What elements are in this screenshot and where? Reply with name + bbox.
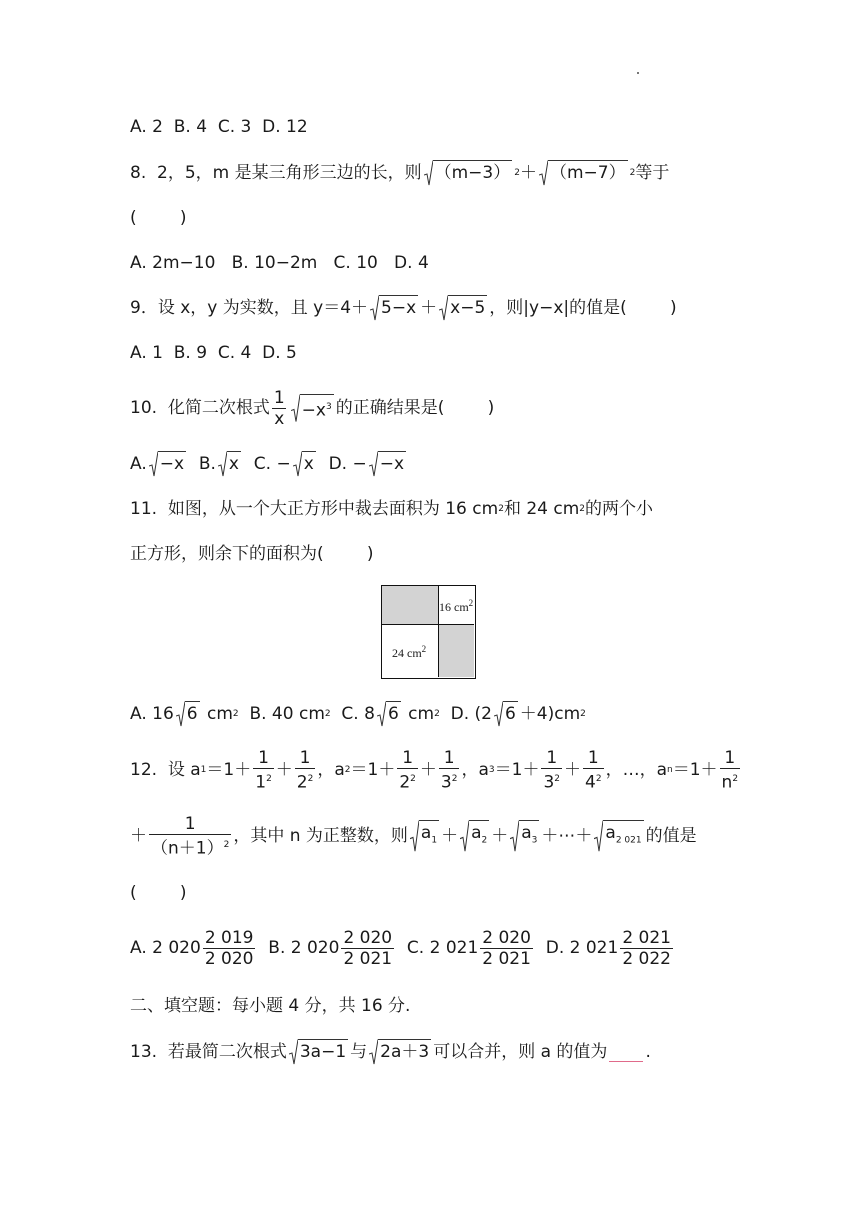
q11-exp-1: 2 [498, 504, 504, 514]
q8-sqrt-1: （m−3） [424, 160, 513, 186]
q13-sqrt-1: 3a−1 [289, 1039, 348, 1065]
q12-frac-a3-2: $\frac{1}{4^2}$ [585, 747, 602, 793]
q10-opt-a: A. [130, 454, 147, 474]
q12-opt-c-frac: $\frac{2 020}{2 021}$ [482, 927, 531, 969]
q8-plus: ＋ [519, 163, 537, 183]
q8-prefix: 8. 2，5，m 是某三角形三边的长，则 [130, 163, 422, 183]
q11-exp-2: 2 [579, 504, 586, 514]
q10-suffix: 的正确结果是( ) [335, 398, 495, 418]
q11-opt-d-sqrt: 6 [494, 701, 518, 727]
q12-frac-a2-2: $\frac{1}{3^2}$ [440, 747, 458, 793]
q12-paren [130, 878, 187, 908]
q8-suffix: 等于 [635, 163, 670, 183]
q9-options-text: A. 1 B. 9 C. 4 D. 5 [130, 343, 297, 363]
q9-sqrt-1: 5−x [370, 295, 418, 321]
q10-stem [130, 380, 494, 436]
q12-stem-1: 12. 设 a 1 ＝1＋ $\frac{1}{1^2}$ ＋ $\frac{1}{2^2}$ ，a 2 ＝1＋ $\frac{1}{2^2}$ ＋ $\frac{1}{3^2}$ ，a 3 ＝1＋ $\frac{1}{3^2}$ ＋ $\frac{1}{4^2}$ ，…，a n ＝1＋ $\frac{1}{n^2}$ [130, 742, 742, 798]
q12-opt-b: B. 2 020 [257, 938, 340, 958]
cut-square-bottom-right [438, 624, 474, 677]
cut-square-top-left [382, 586, 439, 625]
q8-paren [130, 203, 187, 233]
q13-prefix: 13. 若最简二次根式 [130, 1042, 287, 1062]
q11-text-line2: 正方形，则余下的面积为( ) [130, 544, 374, 564]
q8-answer-blank: ( ) [130, 208, 187, 228]
q11-opt-d-unit: ＋4)cm [519, 704, 581, 724]
q12-frac-a2-1: $\frac{1}{2^2}$ [399, 747, 416, 793]
q11-text-c: 的两个小 [585, 499, 654, 519]
q12-frac-a1-1: $\frac{1}{1^2}$ [255, 747, 272, 793]
q12-sqrt-a1: $a_1$ [410, 820, 439, 852]
section-2-heading [130, 991, 410, 1021]
q11-stem-1 [130, 494, 653, 524]
q12-frac-a1-2: $\frac{1}{2^2}$ [296, 747, 314, 793]
section-2-title: 二、填空题：每小题 4 分，共 16 分. [130, 996, 411, 1016]
q9-options [130, 338, 297, 368]
q11-opt-c: C. 8 [330, 704, 375, 724]
q12-opt-a: A. 2 020 [130, 938, 201, 958]
q11-opt-a-sqrt: 6 [176, 701, 200, 727]
q8-sqrt-2: （m−7） [539, 160, 628, 186]
q8-exp-2: 2 [629, 168, 636, 178]
q13-period: . [645, 1042, 651, 1062]
q12-prefix: 12. 设 a [130, 760, 201, 780]
q9-plus: ＋ [420, 298, 438, 318]
q12-sqrt-a3: $a_3$ [510, 820, 539, 852]
q13-suffix: 可以合并，则 a 的值为 [433, 1042, 608, 1062]
q12-answer-blank: ( ) [130, 883, 187, 903]
q11-figure [381, 585, 476, 679]
q10-prefix: 10. 化简二次根式 [130, 398, 270, 418]
q9-sqrt-2: x−5 [439, 295, 487, 321]
label-16cm2: 16 $cm^2$ [439, 598, 474, 614]
q11-opt-c-sqrt: 6 [377, 701, 401, 727]
q12-opt-d-frac: $\frac{2 021}{2 022}$ [622, 927, 671, 969]
q11-stem-2 [130, 539, 374, 569]
q12-sqrt-a2: $a_2$ [460, 820, 489, 852]
q13-stem [130, 1037, 651, 1067]
q10-opt-a-sqrt: −x [149, 451, 186, 477]
q10-opt-d: D. − [317, 454, 367, 474]
q12-opt-d: D. 2 021 [534, 938, 619, 958]
q12-suffix: 的值是 [645, 826, 697, 846]
q13-answer-blank[interactable] [609, 1043, 643, 1062]
q12-stem-2: ＋ $\frac{1}{(n+1)^2}$ ，其中 n 为正整数，则 $a_1$ ＋ $a_2$ ＋ $a_3$ ＋⋯＋ $a_{2 021}$ 的值是 [130, 808, 697, 864]
q10-opt-c-sqrt: x [293, 451, 316, 477]
q9-prefix: 9．设 x，y 为实数，且 y＝4＋ [130, 298, 369, 318]
q8-exp-1: 2 [514, 168, 520, 178]
q10-opt-d-sqrt: −x [369, 451, 406, 477]
q12-frac-a3-1: $\frac{1}{3^2}$ [543, 747, 561, 793]
q11-opt-b: B. 40 cm [238, 704, 325, 724]
q12-options [130, 920, 675, 976]
q9-suffix: ，则|y−x|的值是( ) [489, 298, 677, 318]
q9-stem [130, 293, 677, 323]
q13-sqrt-2: 2a＋3 [369, 1039, 431, 1065]
q12-mid: ，其中 n 为正整数，则 [233, 826, 408, 846]
q8-options-text: A. 2m−10 B. 10−2m C. 10 D. 4 [130, 253, 429, 273]
q11-opt-a-unit: cm [201, 704, 233, 724]
q10-fraction: $\frac{1}{x}$ [273, 387, 285, 429]
q13-mid: 与 [350, 1042, 368, 1062]
q11-opt-a: A. 16 [130, 704, 174, 724]
q10-opt-b: B. [188, 454, 216, 474]
q11-opt-d: D. (2 [439, 704, 492, 724]
label-24cm2: 24 $cm^2$ [392, 644, 427, 660]
q11-opt-c-unit: cm [402, 704, 435, 724]
q10-opt-c: C. − [242, 454, 291, 474]
q12-frac-an-2: $\frac{1}{(n+1)^2}$ [151, 813, 230, 859]
q11-options: A. 16 6 cm 2 B. 40 cm 2 C. 8 6 cm 2 D. (2 6 ＋4)cm 2 [130, 699, 586, 729]
q7-options-text: A. 2 B. 4 C. 3 D. 12 [130, 117, 308, 137]
q12-opt-c: C. 2 021 [396, 938, 479, 958]
q8-stem [130, 158, 669, 188]
q7-options [130, 112, 308, 142]
q11-text-b: 和 24 cm [503, 499, 580, 519]
q8-options [130, 248, 429, 278]
q12-sqrt-a2021: $a_{2 021}$ [594, 820, 643, 852]
q10-opt-b-sqrt: x [218, 451, 241, 477]
q10-sqrt: $-x^3$ [291, 394, 334, 423]
stray-dot [637, 72, 639, 74]
q10-options [130, 449, 408, 479]
q12-opt-a-frac: $\frac{2 019}{2 020}$ [204, 927, 254, 969]
q12-frac-an-1: $\frac{1}{n^2}$ [721, 747, 739, 793]
q12-opt-b-frac: $\frac{2 020}{2 021}$ [343, 927, 393, 969]
q11-text-a: 11. 如图，从一个大正方形中裁去面积为 16 cm [130, 499, 499, 519]
